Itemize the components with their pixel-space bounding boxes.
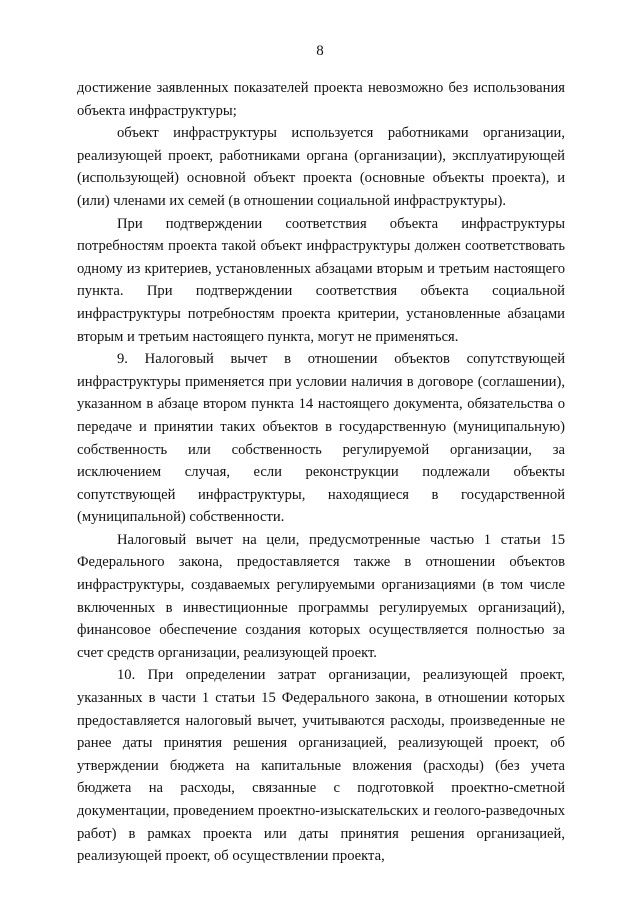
paragraph-confirmation: При подтверждении соответствия объекта инфраструктуры потребностям проекта такой объект инфраструктуры должен соответствовать одному из критериев, установленных абзацами вторым и третьим настоящего пункта. При подтверждении соответствия объекта социальной инфраструктуры потребностям проекта критерии, установленные абзацами вторым и третьим настоящего пункта, могут не применяться. <box>77 215 565 345</box>
paragraph-criterion-workers: объект инфраструктуры используется работниками организации, реализующей проект, работниками органа (организации), эксплуатирующей (использующей) основной объект проекта (основные объекты проекта), и (или) членами их семей (в отношении социальной инфраструктуры). <box>77 125 565 209</box>
document-body <box>77 77 565 868</box>
paragraph-clause-9: 9. Налоговый вычет в отношении объектов сопутствующей инфраструктуры применяется при условии наличия в договоре (соглашении), указанном в абзаце втором пункта 14 настоящего документа, обязательства о передаче и принятии таких объектов в государственную (муниципальную) собственность или собственность регулируемой организации, за исключением случая, если реконструкции подлежали объекты сопутствующей инфраструктуры, находящиеся в государственной (муниципальной) собственности. <box>77 351 565 526</box>
page-number: 8 <box>316 43 324 59</box>
paragraph-tax-deduction: Налоговый вычет на цели, предусмотренные частью 1 статьи 15 Федерального закона, предоставляется также в отношении объектов инфраструктуры, создаваемых регулируемыми организациями (в том числе включенных в инвестиционные программы регулируемых организаций), финансовое обеспечение создания которых осуществляется полностью за счет средств организации, реализующей проект. <box>77 531 565 661</box>
paragraph-clause-10: 10. При определении затрат организации, реализующей проект, указанных в части 1 статьи 15 Федерального закона, в отношении которых предоставляется налоговый вычет, учитываются расходы, произведенные не ранее даты принятия решения организацией, реализующей проект, об утверждении бюджета на капитальные вложения (расходы) (без учета бюджета на расходы, связанные с подготовкой проектно-сметной документации, проведением проектно-изыскательских и геолого-разведочных работ) в рамках проекта или даты принятия решения организацией, реализующей проект, об осуществлении проекта, <box>77 667 565 865</box>
paragraph-criterion-continuation: достижение заявленных показателей проекта невозможно без использования объекта инфраструктуры; <box>77 80 565 119</box>
